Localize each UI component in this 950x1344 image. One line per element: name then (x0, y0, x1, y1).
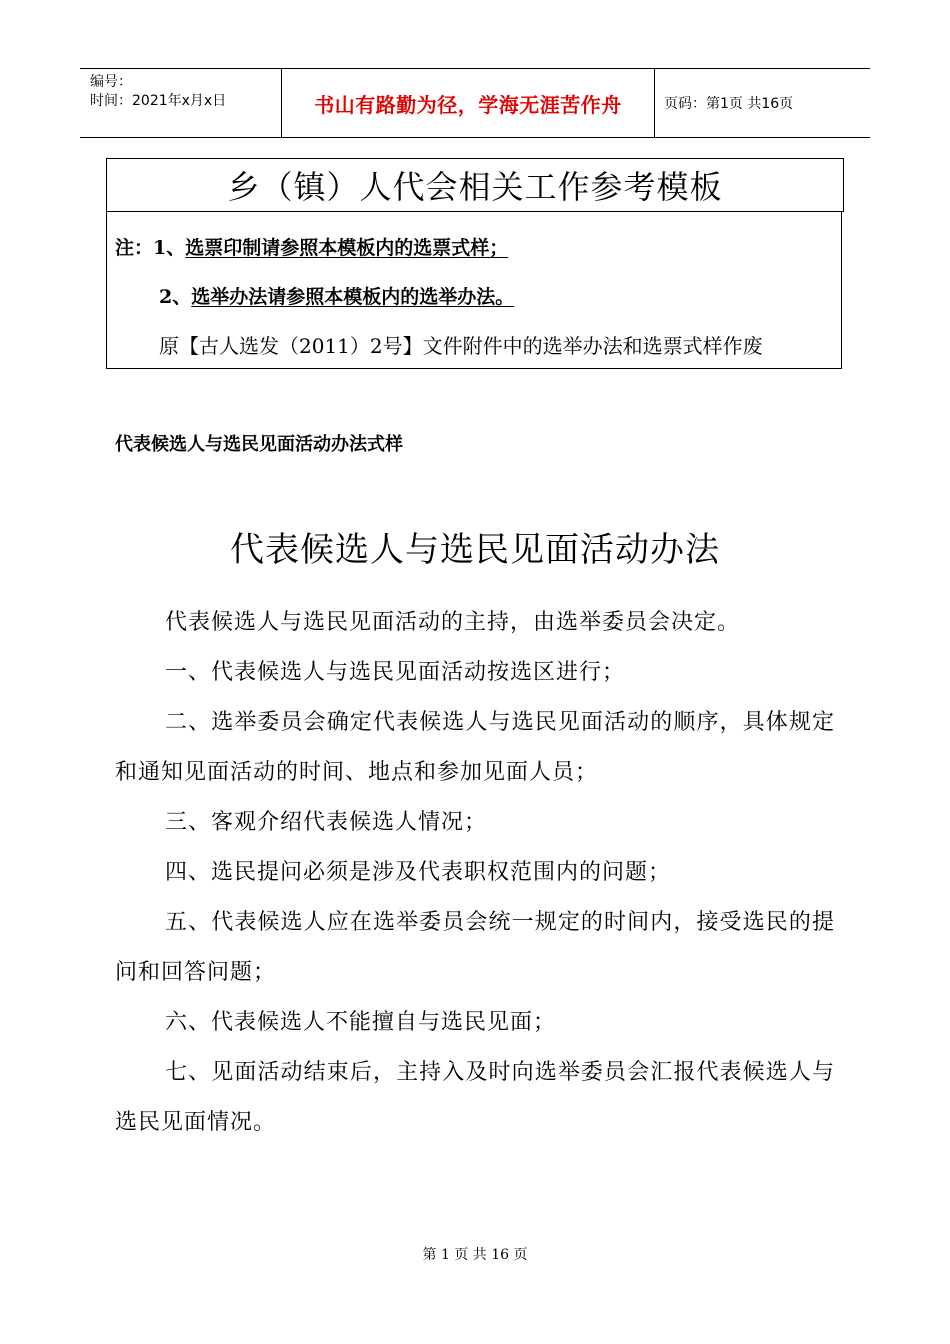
page-header (80, 68, 870, 138)
paragraph: 二、选举委员会确定代表候选人与选民见面活动的顺序，具体规定和通知见面活动的时间、地点和参加见面人员； (115, 710, 835, 785)
note-line-3: 原【古人选发（2011）2号】文件附件中的选举办法和选票式样作废 (159, 334, 763, 358)
note-prefix-2: 2、 (159, 286, 192, 308)
paragraph: 五、代表候选人应在选举委员会统一规定的时间内，接受选民的提问和回答问题； (115, 910, 835, 985)
note-text-1: 选票印制请参照本模板内的选票式样； (185, 237, 509, 259)
template-title: 乡（镇）人代会相关工作参考模板 (227, 168, 723, 206)
document-body (115, 598, 835, 1148)
paragraph: 四、选民提问必须是涉及代表职权范围内的问题； (165, 860, 672, 885)
paragraph: 一、代表候选人与选民见面活动按选区进行； (165, 660, 626, 685)
section-label: 代表候选人与选民见面活动办法式样 (115, 434, 403, 455)
note-prefix: 注：1、 (115, 237, 186, 259)
header-motto: 书山有路勤为径，学海无涯苦作舟 (314, 92, 622, 117)
paragraph: 三、客观介绍代表候选人情况； (165, 810, 488, 835)
template-title-box (106, 158, 844, 212)
number-label: 编号： (90, 74, 132, 90)
header-motto-cell (281, 69, 655, 137)
paragraph: 代表候选人与选民见面活动的主持，由选举委员会决定。 (165, 610, 741, 635)
page-footer: 第 1 页 共 16 页 (422, 1247, 528, 1263)
header-page-info: 页码：第1页 共16页 (664, 96, 794, 112)
time-label: 时间：2021年x月x日 (90, 93, 227, 109)
document-title: 代表候选人与选民见面活动办法 (230, 530, 720, 570)
note-line-1 (115, 233, 508, 260)
header-meta (90, 73, 226, 111)
note-box (106, 211, 842, 369)
paragraph: 七、见面活动结束后，主持入及时向选举委员会汇报代表候选人与选民见面情况。 (115, 1060, 835, 1135)
note-line-2 (159, 282, 514, 309)
paragraph: 六、代表候选人不能擅自与选民见面； (165, 1010, 557, 1035)
note-text-2: 选举办法请参照本模板内的选举办法。 (191, 286, 515, 308)
